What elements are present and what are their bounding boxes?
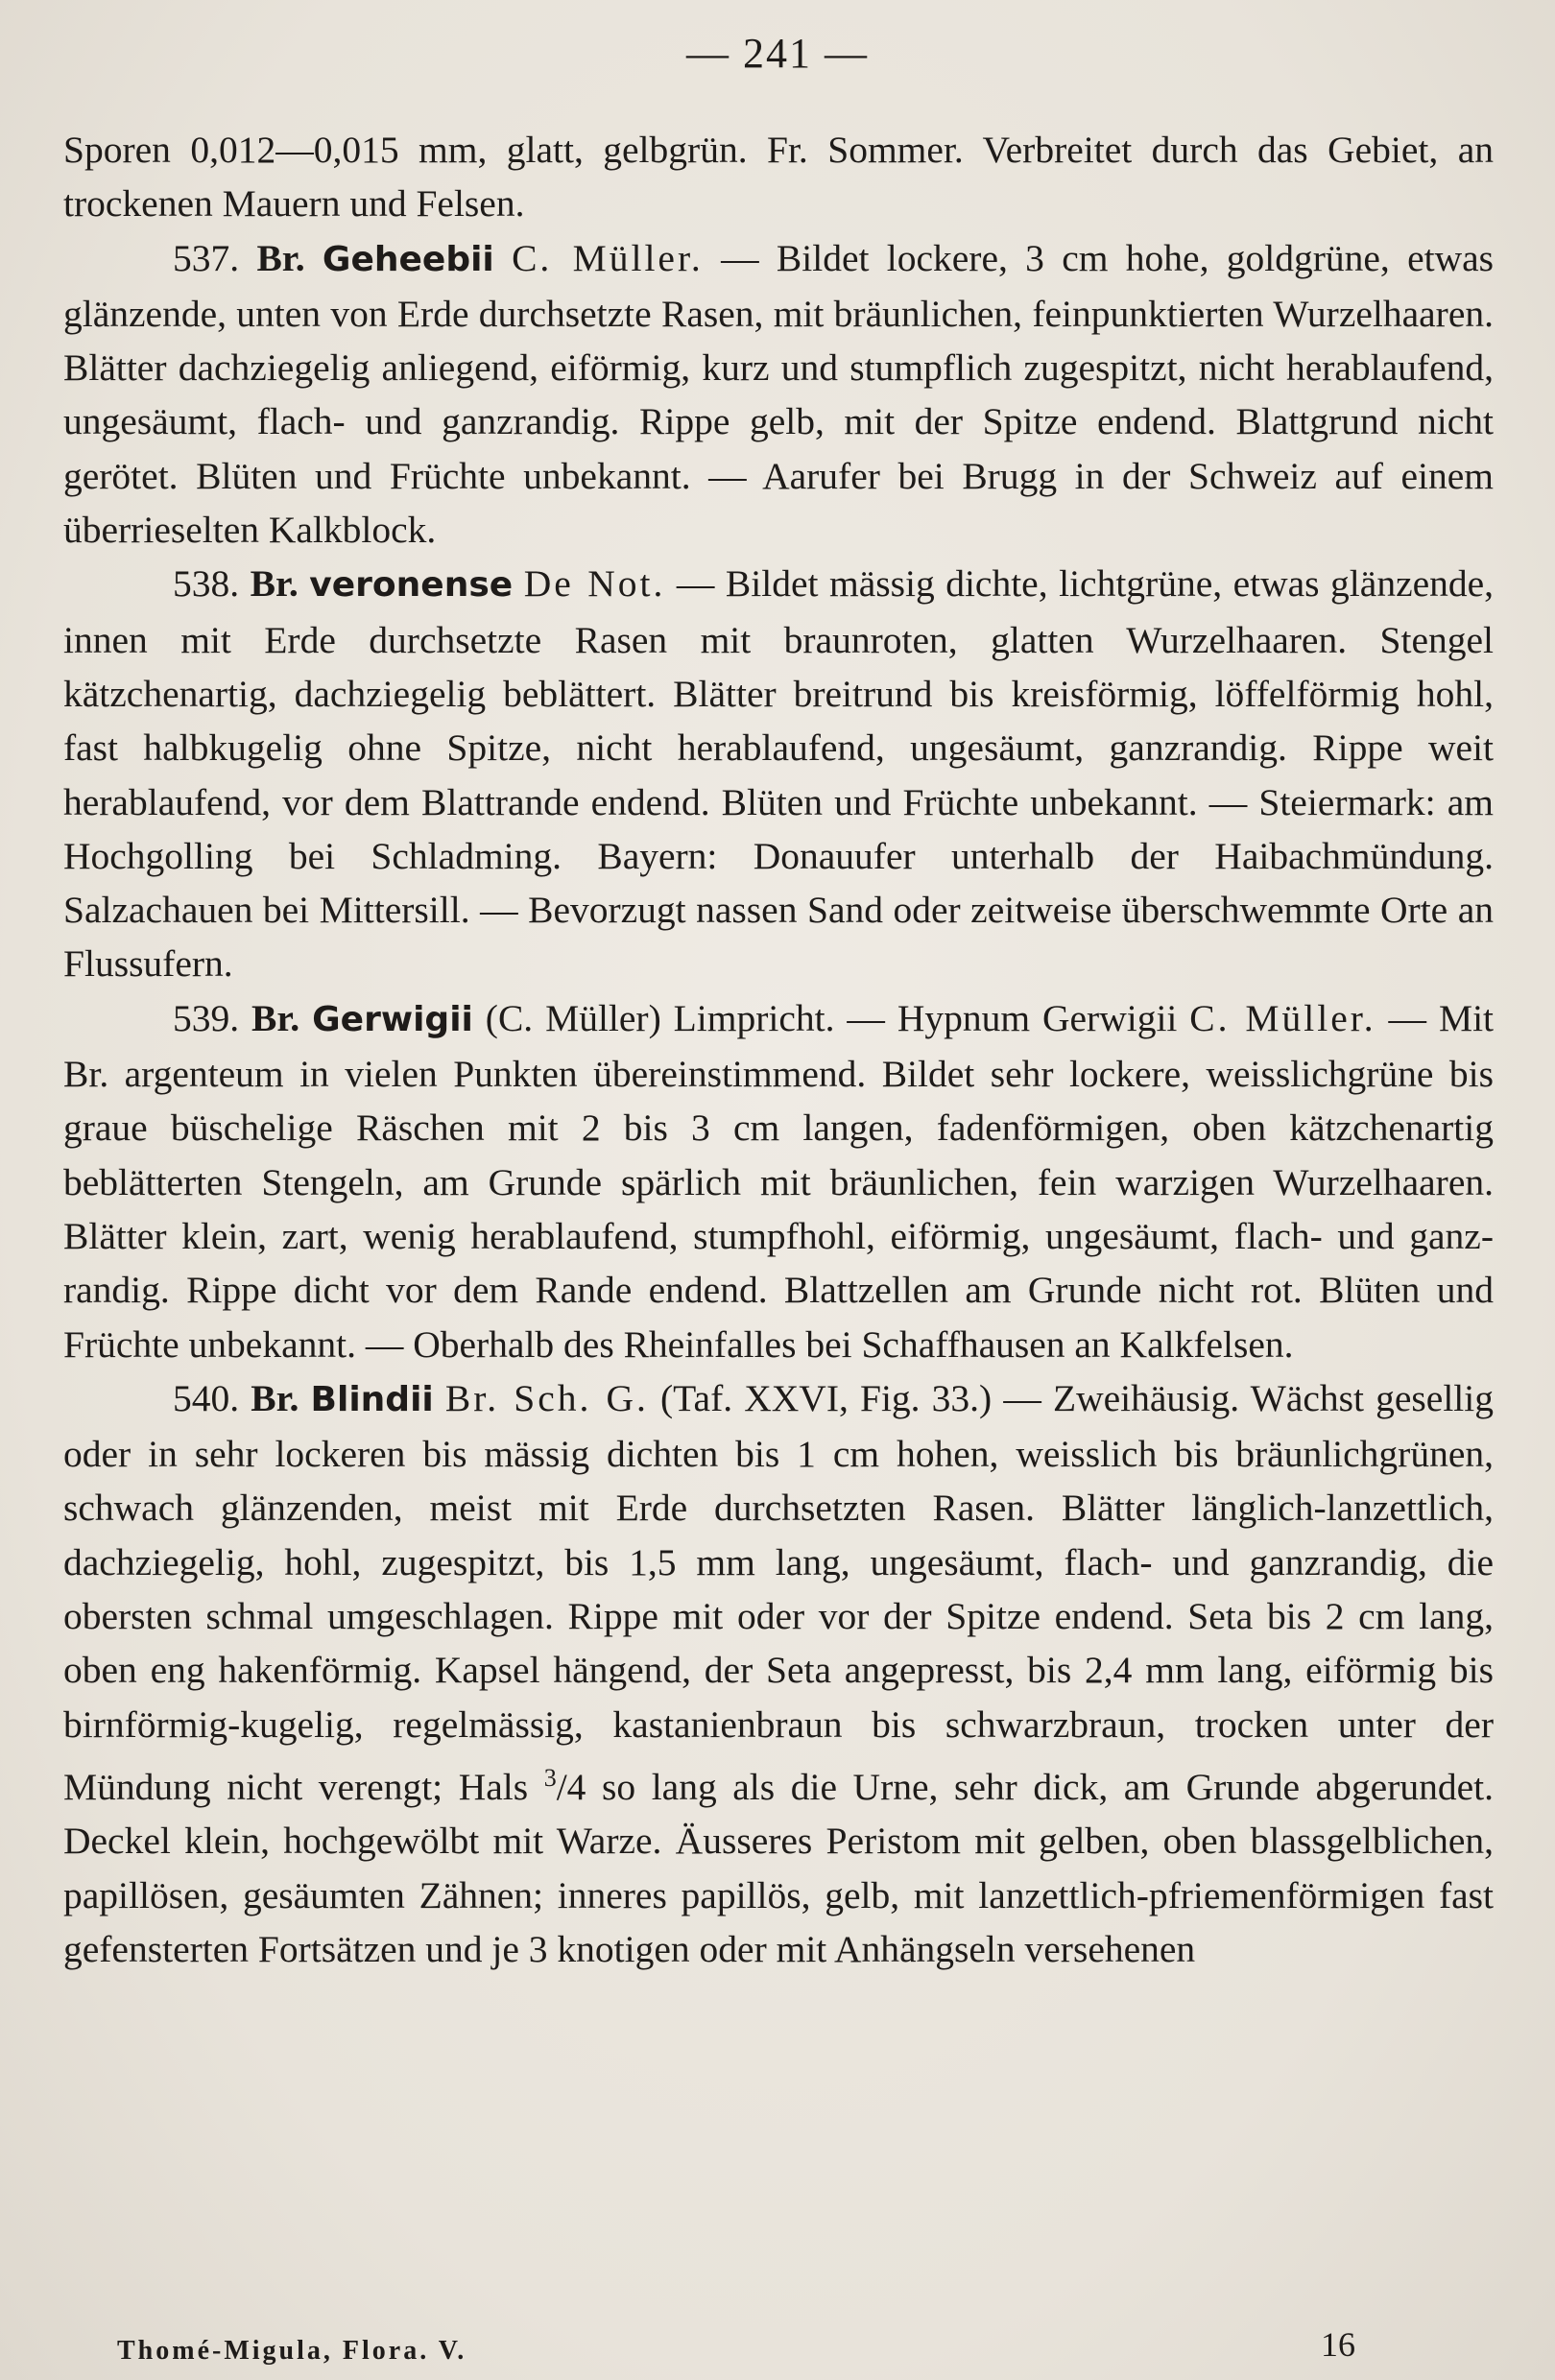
species-entry-539 — [63, 991, 1494, 1371]
species-description: — Mit Br. argenteum in vielen Punkten übereinstimmend. Bildet sehr lockere, weisslichgrüne bis graue büschelige Räschen mit 2 bis 3 cm langen, fadenförmigen, oben kätzchenartig beblätterten Stengeln, am Grunde spärlich mit bräunlichen, fein warzigen Wurzelhaaren. Blätter klein, zart, wenig herablaufend, stumpfhohl, eiförmig, ungesäumt, flach- und ganzrandig. Rippe dicht vor dem Rande endend. Blattzellen am Grunde nicht rot. Blüten und Früchte unbekannt. — Oberhalb des Rheinfalles bei Schaffhausen an Kalkfelsen. — [63, 996, 1495, 1366]
fraction-numerator: 3 — [543, 1763, 557, 1792]
synonym-text: — Hypnum Gerwigii — [834, 996, 1190, 1039]
species-author: (C. Müller) Limpricht. — [485, 996, 835, 1039]
species-description-cont: so lang als die Urne, sehr dick, am Grunde abgerundet. Deckel klein, hochgewölbt mit Warze. Äusseres Peristom mit gelben, oben blassgelblichen, papillösen, gesäumten Zähnen; inneres papillös, gelb, mit lanzettlich-pfriemenförmigen fast gefensterten Fortsätzen und je 3 knotigen oder mit Anhängseln versehenen — [63, 1766, 1494, 1970]
fraction-denominator: /4 — [556, 1766, 586, 1809]
species-author: C. Müller. — [512, 236, 704, 279]
species-entry-537 — [63, 231, 1494, 558]
genus-abbrev: Br. — [256, 236, 305, 279]
species-author: De Not. — [523, 562, 666, 606]
entry-number: 537. — [173, 236, 240, 279]
genus-abbrev: Br. — [250, 562, 299, 606]
species-description: (Taf. XXVI, Fig. 33.) — Zweihäusig. Wächst gesellig oder in sehr lockeren bis mässig dichten bis 1 cm hohen, weisslich bis bräunlichgrünen, schwach glänzenden, meist mit Erde durchsetzten Rasen. Blätter länglich-lanzettlich, dachziegelig, hohl, zugespitzt, bis 1,5 mm lang, ungesäumt, flach- und ganzrandig, die obersten schmal umgeschlagen. Rippe mit oder vor der Spitze endend. Seta bis 2 cm lang, oben eng hakenförmig. Kapsel hängend, der Seta angepresst, bis 2,4 mm lang, eiförmig bis birnförmig-kugelig, regelmässig, kastanienbraun bis schwarzbraun, trocken unter der Mündung nicht verengt; Hals — [63, 1376, 1495, 1809]
species-description: — Bildet mässig dichte, lichtgrüne, etwas glänzende, innen mit Erde durchsetzte Rasen mit braunroten, glatten Wurzelhaaren. Stengel kätzchenartig, dachziegelig beblättert. Blätter breitrund bis kreisförmig, löffelförmig hohl, fast halbkugelig ohne Spitze, nicht herablaufend, ungesäumt, ganzrandig. Rippe weit herablaufend, vor dem Blattrande endend. Blüten und Früchte unbekannt. — Steiermark: am Hochgolling bei Schladming. Bayern: Donauufer unterhalb der Haibachmündung. Salzachauen bei Mittersill. — Bevorzugt nassen Sand oder zeitweise überschwemmte Orte an Flussufern. — [63, 562, 1495, 986]
species-epithet: Gerwigii — [312, 999, 473, 1039]
entry-number: 539. — [173, 996, 240, 1039]
printer-signature: Thomé-Migula, Flora. V. — [117, 2336, 467, 2366]
paragraph-continuation: Sporen 0,012—0,015 mm, glatt, gelbgrün. Fr. Sommer. Verbreitet durch das Gebiet, an trockenen Mauern und Felsen. — [63, 129, 1494, 226]
page-number: — 241 — — [686, 30, 869, 77]
species-entry-538 — [63, 557, 1494, 990]
species-epithet: veronense — [309, 565, 514, 606]
body-text — [63, 123, 1494, 1976]
page-footer — [117, 2325, 1355, 2367]
species-entry-540 — [63, 1371, 1494, 1976]
species-author: Br. Sch. G. — [444, 1376, 649, 1419]
synonym-author: C. Müller. — [1189, 996, 1376, 1039]
sheet-number: 16 — [1321, 2325, 1355, 2364]
genus-abbrev: Br. — [251, 1376, 299, 1419]
entry-number: 538. — [173, 562, 240, 606]
species-description: — Bildet lockere, 3 cm hohe, goldgrüne, etwas glänzende, unten von Erde durchsetzte Rasen, mit bräunlichen, feinpunktierten Wurzelhaaren. Blätter dachziegelig anliegend, eiförmig, kurz und stumpflich zugespitzt, nicht herablaufend, ungesäumt, flach- und ganzrandig. Rippe gelb, mit der Spitze endend. Blattgrund nicht gerötet. Blüten und Früchte unbekannt. — Aarufer bei Brugg in der Schweiz auf einem überrieselten Kalkblock. — [63, 236, 1495, 552]
genus-abbrev: Br. — [251, 996, 300, 1039]
species-epithet: Blindii — [310, 1379, 434, 1419]
species-epithet: Geheebii — [322, 239, 494, 279]
entry-number: 540. — [173, 1376, 240, 1419]
